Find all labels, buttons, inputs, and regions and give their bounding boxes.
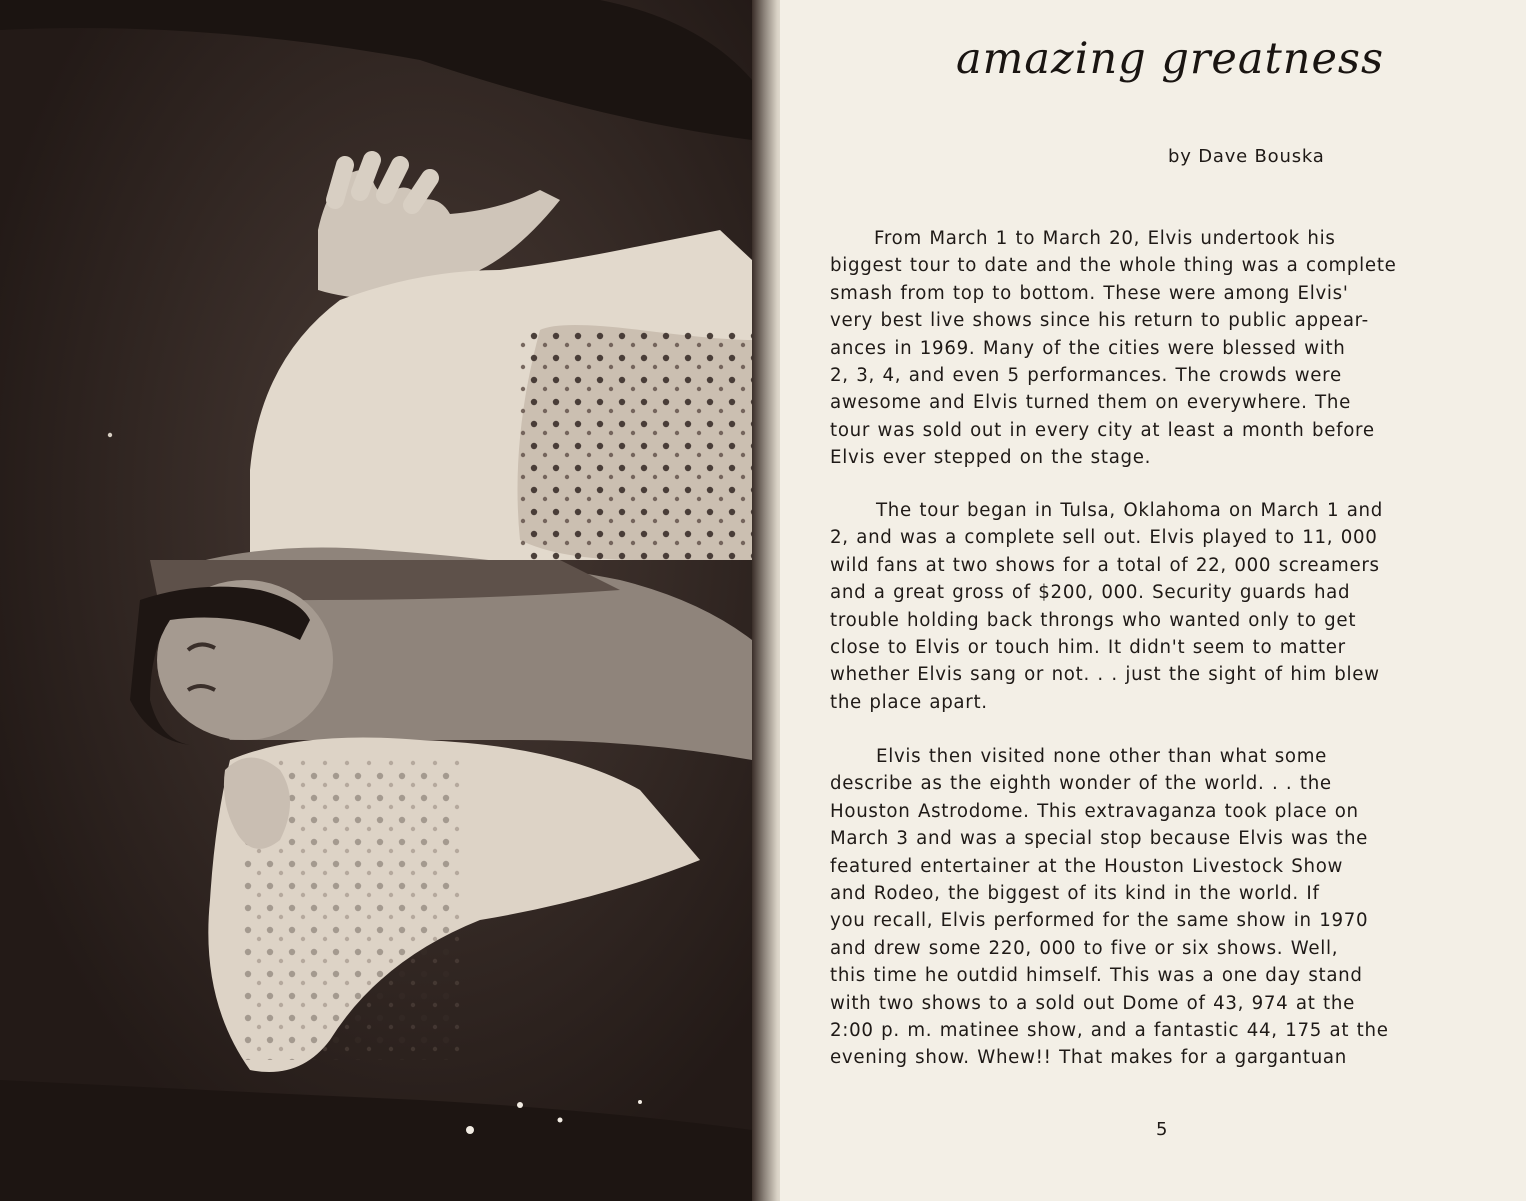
paragraph-line: whether Elvis sang or not. . . just the sight of him blew xyxy=(830,664,1380,686)
page-number: 5 xyxy=(1156,1119,1168,1140)
paragraph-line: this time he outdid himself. This was a one day stand xyxy=(830,965,1363,987)
paragraph-line: you recall, Elvis performed for the same show in 1970 xyxy=(830,910,1369,932)
article-paragraph-1 xyxy=(830,225,1500,472)
paragraph-line: the place apart. xyxy=(830,691,988,713)
paragraph-line: Houston Astrodome. This extravaganza took place on xyxy=(830,800,1359,822)
paragraph-line: tour was sold out in every city at least a month before xyxy=(830,419,1375,441)
paragraph-line: Elvis then visited none other than what some xyxy=(876,746,1328,767)
paragraph-line: From March 1 to March 20, Elvis undertook his xyxy=(874,228,1336,249)
article-page xyxy=(780,0,1526,1201)
paragraph-line: and drew some 220, 000 to five or six shows. Well, xyxy=(830,937,1339,959)
paragraph-line: with two shows to a sold out Dome of 43, 974 at the xyxy=(830,992,1355,1014)
paragraph-line: close to Elvis or touch him. It didn't seem to matter xyxy=(830,637,1346,659)
article-title: amazing greatness xyxy=(956,34,1385,84)
paragraph-line: evening show. Whew!! That makes for a gargantuan xyxy=(830,1047,1348,1069)
paragraph-line: Elvis ever stepped on the stage. xyxy=(830,447,1152,469)
paragraph-line: March 3 and was a special stop because Elvis was the xyxy=(830,828,1369,850)
paragraph-line: and a great gross of $200, 000. Security guards had xyxy=(830,582,1351,604)
paragraph-line: 2, 3, 4, and even 5 performances. The crowds were xyxy=(830,365,1342,387)
paragraph-line: trouble holding back throngs who wanted only to get xyxy=(830,609,1357,631)
paragraph-line: wild fans at two shows for a total of 22, 000 screamers xyxy=(830,554,1380,576)
article-byline: by Dave Bouska xyxy=(1168,146,1325,167)
paragraph-line: describe as the eighth wonder of the world. . . the xyxy=(830,773,1332,795)
article-paragraph-3 xyxy=(830,743,1500,1072)
paragraph-line: very best live shows since his return to public appear- xyxy=(830,310,1369,332)
paragraph-line: and Rodeo, the biggest of its kind in the world. If xyxy=(830,883,1320,905)
paragraph-line: The tour began in Tulsa, Oklahoma on March 1 and xyxy=(876,500,1384,521)
paragraph-line: biggest tour to date and the whole thing was a complete xyxy=(830,255,1397,277)
paragraph-line: 2:00 p. m. matinee show, and a fantastic 44, 175 at the xyxy=(830,1020,1389,1042)
paragraph-line: ances in 1969. Many of the cities were blessed with xyxy=(830,337,1346,359)
paragraph-line: awesome and Elvis turned them on everywhere. The xyxy=(830,392,1351,414)
article-paragraph-2 xyxy=(830,497,1500,716)
paragraph-line: 2, and was a complete sell out. Elvis played to 11, 000 xyxy=(830,527,1378,549)
paragraph-line: featured entertainer at the Houston Livestock Show xyxy=(830,855,1344,877)
paragraph-line: smash from top to bottom. These were among Elvis' xyxy=(830,282,1349,304)
